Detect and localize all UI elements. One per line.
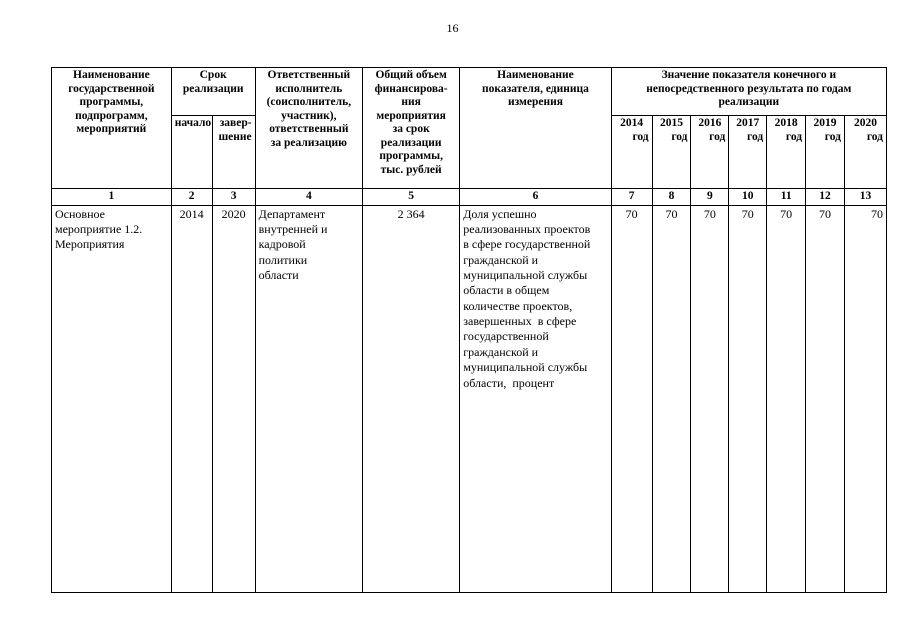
text-line: внутренней и <box>258 221 328 236</box>
row-funding: 2 364 <box>363 205 460 592</box>
text-line: непосредственного результата по годам <box>646 82 852 95</box>
text-line: количестве проектов, <box>463 298 573 313</box>
text-line: показателя, единица <box>482 82 589 95</box>
row-program-name <box>52 205 172 592</box>
row-value-2020: 70 <box>844 205 886 592</box>
text-line: (соисполнитель, <box>266 96 352 109</box>
column-number: 8 <box>652 189 691 206</box>
column-number: 7 <box>611 189 652 206</box>
header-year-2015: 2015 год <box>652 116 691 189</box>
header-term-start <box>171 116 212 189</box>
header-year-2020: 2020 год <box>844 116 886 189</box>
text-line: программы, <box>79 96 144 109</box>
page-number: 16 <box>446 21 459 35</box>
text-line: Общий объем <box>375 69 447 81</box>
text-line: Доля успешно <box>463 206 537 221</box>
text-line: области в общем <box>463 283 550 298</box>
text-line: мероприятие 1.2. <box>55 221 143 236</box>
text-line: кадровой <box>258 237 306 252</box>
header-year-2016: 2016 год <box>691 116 729 189</box>
row-value-2017: 70 <box>729 205 767 592</box>
text-line: политики <box>258 252 308 267</box>
text-line: реализации <box>718 96 780 109</box>
text-line: Наименование <box>73 69 150 81</box>
header-responsible <box>255 68 362 189</box>
row-term-start: 2014 <box>171 205 212 592</box>
column-number: 11 <box>767 189 806 206</box>
program-table <box>51 67 887 593</box>
text-line: области, процент <box>463 375 555 390</box>
text-line: шение <box>218 130 252 143</box>
text-line: государственной <box>463 329 549 344</box>
header-term <box>171 68 255 116</box>
text-line: начало <box>174 117 212 129</box>
row-value-2016: 70 <box>691 205 729 592</box>
text-line: реализованных проектов <box>463 221 591 236</box>
table-row <box>52 205 887 592</box>
column-number: 13 <box>844 189 886 206</box>
text-line: мероприятий <box>76 123 147 136</box>
text-line: Срок <box>199 69 227 81</box>
header-program-name <box>52 68 172 189</box>
row-value-2014: 70 <box>611 205 652 592</box>
text-line: участник), <box>281 109 337 122</box>
column-number: 10 <box>729 189 767 206</box>
text-line: Наименование <box>497 69 574 81</box>
text-line: завер- <box>219 117 252 129</box>
text-line: Значение показателя конечного и <box>661 69 837 81</box>
text-line: муниципальной службы <box>463 360 588 375</box>
column-number: 4 <box>255 189 362 206</box>
header-year-2017: 2017 год <box>729 116 767 189</box>
text-line: мероприятия <box>376 109 446 122</box>
column-number: 2 <box>171 189 212 206</box>
column-number: 12 <box>806 189 845 206</box>
text-line: программы, <box>379 150 443 163</box>
column-number: 9 <box>691 189 729 206</box>
row-value-2019: 70 <box>806 205 845 592</box>
text-line: ответственный <box>269 123 349 136</box>
text-line: за срок <box>392 123 430 136</box>
row-responsible <box>255 205 362 592</box>
text-line: реализации <box>380 136 442 149</box>
text-line: Ответственный <box>267 69 351 81</box>
text-line: подпрограмм, <box>75 109 148 122</box>
text-line: за реализацию <box>270 136 347 149</box>
header-indicator <box>460 68 611 189</box>
text-line: финансирова- <box>374 82 448 95</box>
text-line: исполнитель <box>275 82 343 95</box>
text-line: тыс. рублей <box>380 163 442 176</box>
text-line: муниципальной службы <box>463 268 588 282</box>
column-number: 3 <box>212 189 255 206</box>
header-year-2018: 2018 год <box>767 116 806 189</box>
text-line: гражданской и <box>463 344 539 359</box>
text-line: реализации <box>182 82 244 95</box>
column-number: 6 <box>460 189 611 206</box>
text-line: в сфере государственной <box>463 237 591 252</box>
text-line: области <box>258 268 299 282</box>
column-number: 1 <box>52 189 172 206</box>
header-values-title <box>611 68 886 116</box>
row-indicator <box>460 205 611 592</box>
header-funding <box>363 68 460 189</box>
text-line: гражданской и <box>463 252 539 267</box>
header-term-end <box>212 116 255 189</box>
text-line: государственной <box>68 82 155 95</box>
row-value-2015: 70 <box>652 205 691 592</box>
row-value-2018: 70 <box>767 205 806 592</box>
column-numbers-row <box>52 189 887 206</box>
header-year-2019: 2019 год <box>806 116 845 189</box>
column-number: 5 <box>363 189 460 206</box>
text-line: Основное <box>55 206 105 221</box>
text-line: завершенных в сфере <box>463 314 577 329</box>
text-line: измерения <box>507 96 563 109</box>
header-year-2014: 2014 год <box>611 116 652 189</box>
text-line: Департамент <box>258 206 326 221</box>
row-term-end: 2020 <box>212 205 255 592</box>
text-line: ния <box>401 96 421 109</box>
text-line: Мероприятия <box>55 237 125 252</box>
